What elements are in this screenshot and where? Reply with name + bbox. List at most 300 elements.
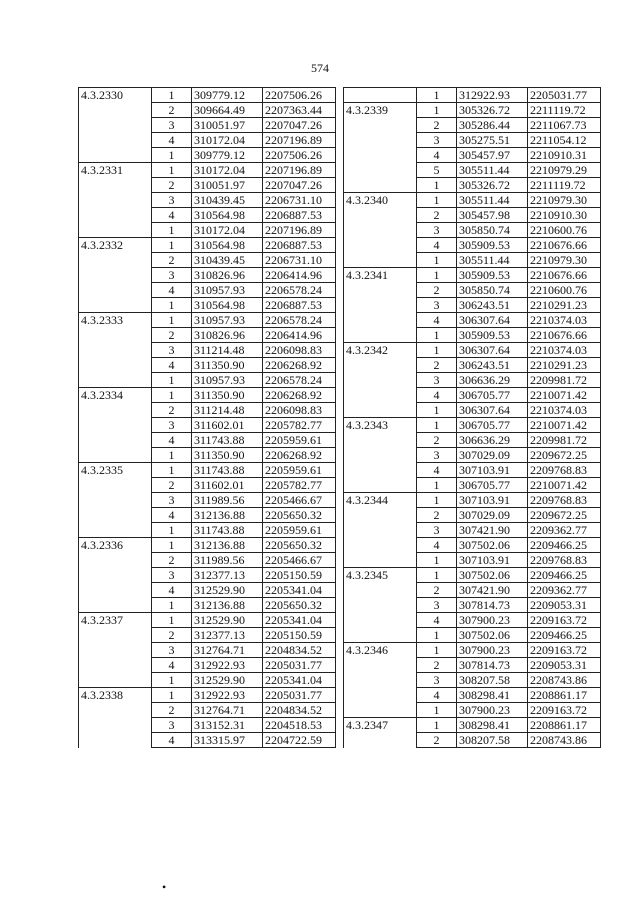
point-number-cell: 1 bbox=[152, 313, 192, 328]
x-coordinate-cell: 307502.06 bbox=[457, 568, 528, 583]
x-coordinate-cell: 310439.45 bbox=[192, 253, 263, 268]
point-number-cell: 2 bbox=[152, 103, 192, 118]
y-coordinate-cell: 2207196.89 bbox=[263, 163, 336, 178]
parcel-id-cell bbox=[79, 523, 152, 538]
point-number-cell: 3 bbox=[417, 448, 457, 463]
table-row bbox=[79, 328, 336, 343]
parcel-id-cell bbox=[79, 658, 152, 673]
x-coordinate-cell: 313152.31 bbox=[192, 718, 263, 733]
y-coordinate-cell: 2204834.52 bbox=[263, 703, 336, 718]
point-number-cell: 4 bbox=[152, 733, 192, 748]
parcel-id-cell bbox=[79, 283, 152, 298]
x-coordinate-cell: 312529.90 bbox=[192, 613, 263, 628]
x-coordinate-cell: 311214.48 bbox=[192, 403, 263, 418]
x-coordinate-cell: 309779.12 bbox=[192, 88, 263, 103]
y-coordinate-cell: 2207196.89 bbox=[263, 223, 336, 238]
y-coordinate-cell: 2205959.61 bbox=[263, 433, 336, 448]
point-number-cell: 1 bbox=[152, 238, 192, 253]
x-coordinate-cell: 313315.97 bbox=[192, 733, 263, 748]
y-coordinate-cell: 2205031.77 bbox=[263, 688, 336, 703]
point-number-cell: 3 bbox=[417, 373, 457, 388]
table-row bbox=[344, 508, 601, 523]
point-number-cell: 1 bbox=[152, 613, 192, 628]
x-coordinate-cell: 307421.90 bbox=[457, 583, 528, 598]
table-row bbox=[344, 238, 601, 253]
point-number-cell: 1 bbox=[417, 643, 457, 658]
parcel-id-cell bbox=[79, 403, 152, 418]
x-coordinate-cell: 312529.90 bbox=[192, 583, 263, 598]
parcel-id-cell bbox=[344, 583, 417, 598]
parcel-id-cell: 4.3.2337 bbox=[79, 613, 152, 628]
parcel-id-cell bbox=[79, 733, 152, 748]
footer-mark: • bbox=[162, 880, 167, 894]
x-coordinate-cell: 305457.98 bbox=[457, 208, 528, 223]
y-coordinate-cell: 2209053.31 bbox=[528, 658, 601, 673]
parcel-id-cell bbox=[344, 178, 417, 193]
y-coordinate-cell: 2205031.77 bbox=[528, 88, 601, 103]
parcel-id-cell: 4.3.2343 bbox=[344, 418, 417, 433]
parcel-id-cell bbox=[79, 223, 152, 238]
table-row bbox=[79, 403, 336, 418]
x-coordinate-cell: 307103.91 bbox=[457, 493, 528, 508]
table-row bbox=[344, 568, 601, 583]
point-number-cell: 1 bbox=[417, 718, 457, 733]
table-row bbox=[344, 718, 601, 733]
table-row bbox=[79, 388, 336, 403]
x-coordinate-cell: 311602.01 bbox=[192, 478, 263, 493]
table-row bbox=[344, 148, 601, 163]
point-number-cell: 2 bbox=[417, 118, 457, 133]
y-coordinate-cell: 2207506.26 bbox=[263, 88, 336, 103]
parcel-id-cell bbox=[344, 688, 417, 703]
x-coordinate-cell: 312377.13 bbox=[192, 628, 263, 643]
point-number-cell: 1 bbox=[152, 298, 192, 313]
x-coordinate-cell: 306243.51 bbox=[457, 298, 528, 313]
y-coordinate-cell: 2206098.83 bbox=[263, 403, 336, 418]
point-number-cell: 2 bbox=[417, 733, 457, 748]
y-coordinate-cell: 2206578.24 bbox=[263, 313, 336, 328]
point-number-cell: 4 bbox=[152, 358, 192, 373]
parcel-id-cell: 4.3.2339 bbox=[344, 103, 417, 118]
y-coordinate-cell: 2205650.32 bbox=[263, 508, 336, 523]
point-number-cell: 3 bbox=[152, 643, 192, 658]
point-number-cell: 2 bbox=[152, 328, 192, 343]
point-number-cell: 1 bbox=[152, 538, 192, 553]
table-row bbox=[344, 193, 601, 208]
x-coordinate-cell: 312764.71 bbox=[192, 643, 263, 658]
table-row bbox=[79, 373, 336, 388]
x-coordinate-cell: 310564.98 bbox=[192, 298, 263, 313]
y-coordinate-cell: 2205341.04 bbox=[263, 583, 336, 598]
x-coordinate-cell: 307900.23 bbox=[457, 613, 528, 628]
x-coordinate-cell: 305850.74 bbox=[457, 223, 528, 238]
point-number-cell: 2 bbox=[417, 358, 457, 373]
point-number-cell: 2 bbox=[152, 178, 192, 193]
x-coordinate-cell: 307814.73 bbox=[457, 598, 528, 613]
point-number-cell: 1 bbox=[417, 403, 457, 418]
x-coordinate-cell: 311350.90 bbox=[192, 358, 263, 373]
y-coordinate-cell: 2210676.66 bbox=[528, 268, 601, 283]
parcel-id-cell bbox=[79, 433, 152, 448]
parcel-id-cell bbox=[344, 313, 417, 328]
x-coordinate-cell: 310172.04 bbox=[192, 223, 263, 238]
parcel-id-cell bbox=[344, 613, 417, 628]
point-number-cell: 1 bbox=[152, 388, 192, 403]
y-coordinate-cell: 2211119.72 bbox=[528, 178, 601, 193]
y-coordinate-cell: 2210071.42 bbox=[528, 478, 601, 493]
y-coordinate-cell: 2209362.77 bbox=[528, 523, 601, 538]
point-number-cell: 3 bbox=[417, 223, 457, 238]
parcel-id-cell: 4.3.2333 bbox=[79, 313, 152, 328]
table-row bbox=[79, 613, 336, 628]
x-coordinate-cell: 312136.88 bbox=[192, 598, 263, 613]
y-coordinate-cell: 2210979.29 bbox=[528, 163, 601, 178]
y-coordinate-cell: 2206414.96 bbox=[263, 328, 336, 343]
point-number-cell: 3 bbox=[152, 193, 192, 208]
parcel-id-cell bbox=[79, 178, 152, 193]
x-coordinate-cell: 310826.96 bbox=[192, 268, 263, 283]
x-coordinate-cell: 306243.51 bbox=[457, 358, 528, 373]
parcel-id-cell: 4.3.2334 bbox=[79, 388, 152, 403]
parcel-id-cell: 4.3.2340 bbox=[344, 193, 417, 208]
table-row bbox=[344, 403, 601, 418]
y-coordinate-cell: 2206414.96 bbox=[263, 268, 336, 283]
table-row bbox=[344, 418, 601, 433]
y-coordinate-cell: 2210600.76 bbox=[528, 283, 601, 298]
point-number-cell: 4 bbox=[152, 658, 192, 673]
y-coordinate-cell: 2205466.67 bbox=[263, 493, 336, 508]
point-number-cell: 5 bbox=[417, 163, 457, 178]
point-number-cell: 1 bbox=[417, 418, 457, 433]
point-number-cell: 1 bbox=[417, 193, 457, 208]
parcel-id-cell bbox=[344, 733, 417, 748]
table-row bbox=[79, 313, 336, 328]
y-coordinate-cell: 2207506.26 bbox=[263, 148, 336, 163]
table-row bbox=[344, 643, 601, 658]
parcel-id-cell: 4.3.2347 bbox=[344, 718, 417, 733]
point-number-cell: 1 bbox=[417, 553, 457, 568]
parcel-id-cell bbox=[344, 388, 417, 403]
parcel-id-cell bbox=[344, 148, 417, 163]
point-number-cell: 2 bbox=[152, 478, 192, 493]
x-coordinate-cell: 307502.06 bbox=[457, 628, 528, 643]
table-row bbox=[79, 598, 336, 613]
x-coordinate-cell: 308207.58 bbox=[457, 733, 528, 748]
point-number-cell: 3 bbox=[152, 343, 192, 358]
y-coordinate-cell: 2206268.92 bbox=[263, 448, 336, 463]
parcel-id-cell bbox=[79, 253, 152, 268]
point-number-cell: 3 bbox=[417, 133, 457, 148]
table-row bbox=[344, 298, 601, 313]
y-coordinate-cell: 2205341.04 bbox=[263, 673, 336, 688]
parcel-id-cell bbox=[344, 133, 417, 148]
x-coordinate-cell: 312922.93 bbox=[192, 688, 263, 703]
parcel-id-cell bbox=[344, 553, 417, 568]
point-number-cell: 3 bbox=[417, 298, 457, 313]
y-coordinate-cell: 2206731.10 bbox=[263, 193, 336, 208]
y-coordinate-cell: 2209981.72 bbox=[528, 433, 601, 448]
y-coordinate-cell: 2209672.25 bbox=[528, 508, 601, 523]
table-row bbox=[79, 568, 336, 583]
table-row bbox=[344, 703, 601, 718]
y-coordinate-cell: 2205341.04 bbox=[263, 613, 336, 628]
table-row bbox=[344, 358, 601, 373]
table-row bbox=[79, 733, 336, 748]
table-row bbox=[344, 463, 601, 478]
x-coordinate-cell: 308298.41 bbox=[457, 718, 528, 733]
table-row bbox=[344, 553, 601, 568]
y-coordinate-cell: 2205650.32 bbox=[263, 538, 336, 553]
parcel-id-cell bbox=[344, 328, 417, 343]
x-coordinate-cell: 307103.91 bbox=[457, 463, 528, 478]
y-coordinate-cell: 2205150.59 bbox=[263, 628, 336, 643]
x-coordinate-cell: 307029.09 bbox=[457, 448, 528, 463]
x-coordinate-cell: 310172.04 bbox=[192, 163, 263, 178]
point-number-cell: 1 bbox=[152, 673, 192, 688]
x-coordinate-cell: 306307.64 bbox=[457, 313, 528, 328]
x-coordinate-cell: 305511.44 bbox=[457, 193, 528, 208]
y-coordinate-cell: 2209163.72 bbox=[528, 643, 601, 658]
x-coordinate-cell: 311743.88 bbox=[192, 433, 263, 448]
point-number-cell: 4 bbox=[417, 463, 457, 478]
point-number-cell: 2 bbox=[152, 253, 192, 268]
parcel-id-cell bbox=[344, 223, 417, 238]
y-coordinate-cell: 2205150.59 bbox=[263, 568, 336, 583]
parcel-id-cell: 4.3.2330 bbox=[79, 88, 152, 103]
point-number-cell: 3 bbox=[417, 598, 457, 613]
x-coordinate-cell: 307502.06 bbox=[457, 538, 528, 553]
x-coordinate-cell: 311350.90 bbox=[192, 448, 263, 463]
parcel-id-cell bbox=[79, 373, 152, 388]
x-coordinate-cell: 305275.51 bbox=[457, 133, 528, 148]
y-coordinate-cell: 2207196.89 bbox=[263, 133, 336, 148]
table-row bbox=[79, 148, 336, 163]
point-number-cell: 4 bbox=[152, 433, 192, 448]
parcel-id-cell bbox=[344, 118, 417, 133]
table-row bbox=[79, 118, 336, 133]
parcel-id-cell bbox=[79, 358, 152, 373]
x-coordinate-cell: 311989.56 bbox=[192, 493, 263, 508]
parcel-id-cell: 4.3.2331 bbox=[79, 163, 152, 178]
table-row bbox=[79, 358, 336, 373]
parcel-id-cell bbox=[79, 193, 152, 208]
x-coordinate-cell: 305457.97 bbox=[457, 148, 528, 163]
table-row bbox=[344, 478, 601, 493]
parcel-id-cell bbox=[344, 298, 417, 313]
x-coordinate-cell: 311602.01 bbox=[192, 418, 263, 433]
y-coordinate-cell: 2206887.53 bbox=[263, 238, 336, 253]
point-number-cell: 3 bbox=[417, 523, 457, 538]
y-coordinate-cell: 2206098.83 bbox=[263, 343, 336, 358]
parcel-id-cell bbox=[344, 673, 417, 688]
x-coordinate-cell: 306636.29 bbox=[457, 433, 528, 448]
table-row bbox=[344, 163, 601, 178]
y-coordinate-cell: 2208861.17 bbox=[528, 718, 601, 733]
point-number-cell: 4 bbox=[417, 538, 457, 553]
point-number-cell: 1 bbox=[417, 253, 457, 268]
table-row bbox=[344, 688, 601, 703]
parcel-id-cell bbox=[79, 268, 152, 283]
x-coordinate-cell: 307900.23 bbox=[457, 703, 528, 718]
x-coordinate-cell: 312377.13 bbox=[192, 568, 263, 583]
x-coordinate-cell: 305326.72 bbox=[457, 103, 528, 118]
y-coordinate-cell: 2210979.30 bbox=[528, 193, 601, 208]
x-coordinate-cell: 305326.72 bbox=[457, 178, 528, 193]
x-coordinate-cell: 309664.49 bbox=[192, 103, 263, 118]
y-coordinate-cell: 2207363.44 bbox=[263, 103, 336, 118]
table-row bbox=[344, 88, 601, 103]
parcel-id-cell bbox=[79, 568, 152, 583]
table-row bbox=[79, 298, 336, 313]
y-coordinate-cell: 2209981.72 bbox=[528, 373, 601, 388]
table-row bbox=[344, 133, 601, 148]
x-coordinate-cell: 310564.98 bbox=[192, 238, 263, 253]
point-number-cell: 4 bbox=[417, 313, 457, 328]
parcel-id-cell bbox=[344, 448, 417, 463]
table-row bbox=[344, 598, 601, 613]
parcel-id-cell bbox=[344, 253, 417, 268]
table-row bbox=[79, 133, 336, 148]
parcel-id-cell: 4.3.2341 bbox=[344, 268, 417, 283]
table-row bbox=[79, 523, 336, 538]
y-coordinate-cell: 2205782.77 bbox=[263, 418, 336, 433]
y-coordinate-cell: 2205650.32 bbox=[263, 598, 336, 613]
table-row bbox=[79, 238, 336, 253]
y-coordinate-cell: 2209768.83 bbox=[528, 463, 601, 478]
y-coordinate-cell: 2211054.12 bbox=[528, 133, 601, 148]
y-coordinate-cell: 2205466.67 bbox=[263, 553, 336, 568]
y-coordinate-cell: 2205782.77 bbox=[263, 478, 336, 493]
table-row bbox=[79, 418, 336, 433]
y-coordinate-cell: 2209163.72 bbox=[528, 703, 601, 718]
x-coordinate-cell: 307814.73 bbox=[457, 658, 528, 673]
x-coordinate-cell: 307029.09 bbox=[457, 508, 528, 523]
parcel-id-cell bbox=[79, 343, 152, 358]
x-coordinate-cell: 311743.88 bbox=[192, 463, 263, 478]
point-number-cell: 4 bbox=[152, 508, 192, 523]
point-number-cell: 2 bbox=[417, 583, 457, 598]
y-coordinate-cell: 2209466.25 bbox=[528, 538, 601, 553]
table-row bbox=[79, 343, 336, 358]
x-coordinate-cell: 308298.41 bbox=[457, 688, 528, 703]
parcel-id-cell bbox=[79, 103, 152, 118]
point-number-cell: 1 bbox=[417, 328, 457, 343]
table-row bbox=[79, 178, 336, 193]
parcel-id-cell bbox=[344, 478, 417, 493]
point-number-cell: 1 bbox=[152, 598, 192, 613]
parcel-id-cell: 4.3.2345 bbox=[344, 568, 417, 583]
y-coordinate-cell: 2207047.26 bbox=[263, 118, 336, 133]
parcel-id-cell bbox=[79, 418, 152, 433]
table-row bbox=[344, 433, 601, 448]
table-row bbox=[344, 658, 601, 673]
y-coordinate-cell: 2204722.59 bbox=[263, 733, 336, 748]
y-coordinate-cell: 2204518.53 bbox=[263, 718, 336, 733]
parcel-id-cell bbox=[344, 88, 417, 103]
x-coordinate-cell: 312136.88 bbox=[192, 508, 263, 523]
parcel-id-cell bbox=[79, 328, 152, 343]
point-number-cell: 1 bbox=[417, 478, 457, 493]
parcel-id-cell bbox=[79, 133, 152, 148]
table-row bbox=[344, 673, 601, 688]
y-coordinate-cell: 2209466.25 bbox=[528, 568, 601, 583]
parcel-id-cell: 4.3.2344 bbox=[344, 493, 417, 508]
table-row bbox=[344, 583, 601, 598]
parcel-id-cell bbox=[344, 358, 417, 373]
y-coordinate-cell: 2209768.83 bbox=[528, 553, 601, 568]
table-row bbox=[344, 343, 601, 358]
x-coordinate-cell: 310439.45 bbox=[192, 193, 263, 208]
parcel-id-cell bbox=[344, 373, 417, 388]
point-number-cell: 4 bbox=[417, 613, 457, 628]
x-coordinate-cell: 305511.44 bbox=[457, 253, 528, 268]
x-coordinate-cell: 311214.48 bbox=[192, 343, 263, 358]
point-number-cell: 1 bbox=[417, 268, 457, 283]
table-row bbox=[79, 103, 336, 118]
parcel-id-cell bbox=[344, 658, 417, 673]
table-row bbox=[344, 223, 601, 238]
table-row bbox=[344, 268, 601, 283]
point-number-cell: 1 bbox=[417, 103, 457, 118]
table-row bbox=[79, 463, 336, 478]
parcel-id-cell bbox=[79, 478, 152, 493]
y-coordinate-cell: 2209672.25 bbox=[528, 448, 601, 463]
point-number-cell: 4 bbox=[417, 388, 457, 403]
point-number-cell: 1 bbox=[417, 628, 457, 643]
x-coordinate-cell: 305909.53 bbox=[457, 238, 528, 253]
table-row bbox=[79, 538, 336, 553]
y-coordinate-cell: 2206268.92 bbox=[263, 358, 336, 373]
point-number-cell: 4 bbox=[417, 688, 457, 703]
point-number-cell: 2 bbox=[417, 508, 457, 523]
table-row bbox=[79, 508, 336, 523]
x-coordinate-cell: 312764.71 bbox=[192, 703, 263, 718]
table-row bbox=[79, 268, 336, 283]
point-number-cell: 2 bbox=[152, 628, 192, 643]
y-coordinate-cell: 2210600.76 bbox=[528, 223, 601, 238]
parcel-id-cell bbox=[79, 583, 152, 598]
parcel-id-cell bbox=[79, 148, 152, 163]
table-row bbox=[79, 253, 336, 268]
page-number: 574 bbox=[311, 61, 329, 75]
y-coordinate-cell: 2210071.42 bbox=[528, 388, 601, 403]
table-row bbox=[344, 178, 601, 193]
x-coordinate-cell: 306705.77 bbox=[457, 478, 528, 493]
point-number-cell: 1 bbox=[152, 463, 192, 478]
parcel-id-cell: 4.3.2335 bbox=[79, 463, 152, 478]
table-row bbox=[344, 538, 601, 553]
y-coordinate-cell: 2210374.03 bbox=[528, 403, 601, 418]
x-coordinate-cell: 310051.97 bbox=[192, 178, 263, 193]
parcel-id-cell bbox=[79, 643, 152, 658]
x-coordinate-cell: 311743.88 bbox=[192, 523, 263, 538]
y-coordinate-cell: 2210291.23 bbox=[528, 298, 601, 313]
parcel-id-cell bbox=[344, 208, 417, 223]
x-coordinate-cell: 310172.04 bbox=[192, 133, 263, 148]
x-coordinate-cell: 307900.23 bbox=[457, 643, 528, 658]
point-number-cell: 4 bbox=[152, 283, 192, 298]
x-coordinate-cell: 310564.98 bbox=[192, 208, 263, 223]
parcel-id-cell bbox=[344, 538, 417, 553]
table-row bbox=[79, 703, 336, 718]
x-coordinate-cell: 305511.44 bbox=[457, 163, 528, 178]
parcel-id-cell bbox=[79, 598, 152, 613]
y-coordinate-cell: 2204834.52 bbox=[263, 643, 336, 658]
parcel-id-cell bbox=[79, 718, 152, 733]
table-row bbox=[79, 718, 336, 733]
y-coordinate-cell: 2209362.77 bbox=[528, 583, 601, 598]
y-coordinate-cell: 2208743.86 bbox=[528, 673, 601, 688]
